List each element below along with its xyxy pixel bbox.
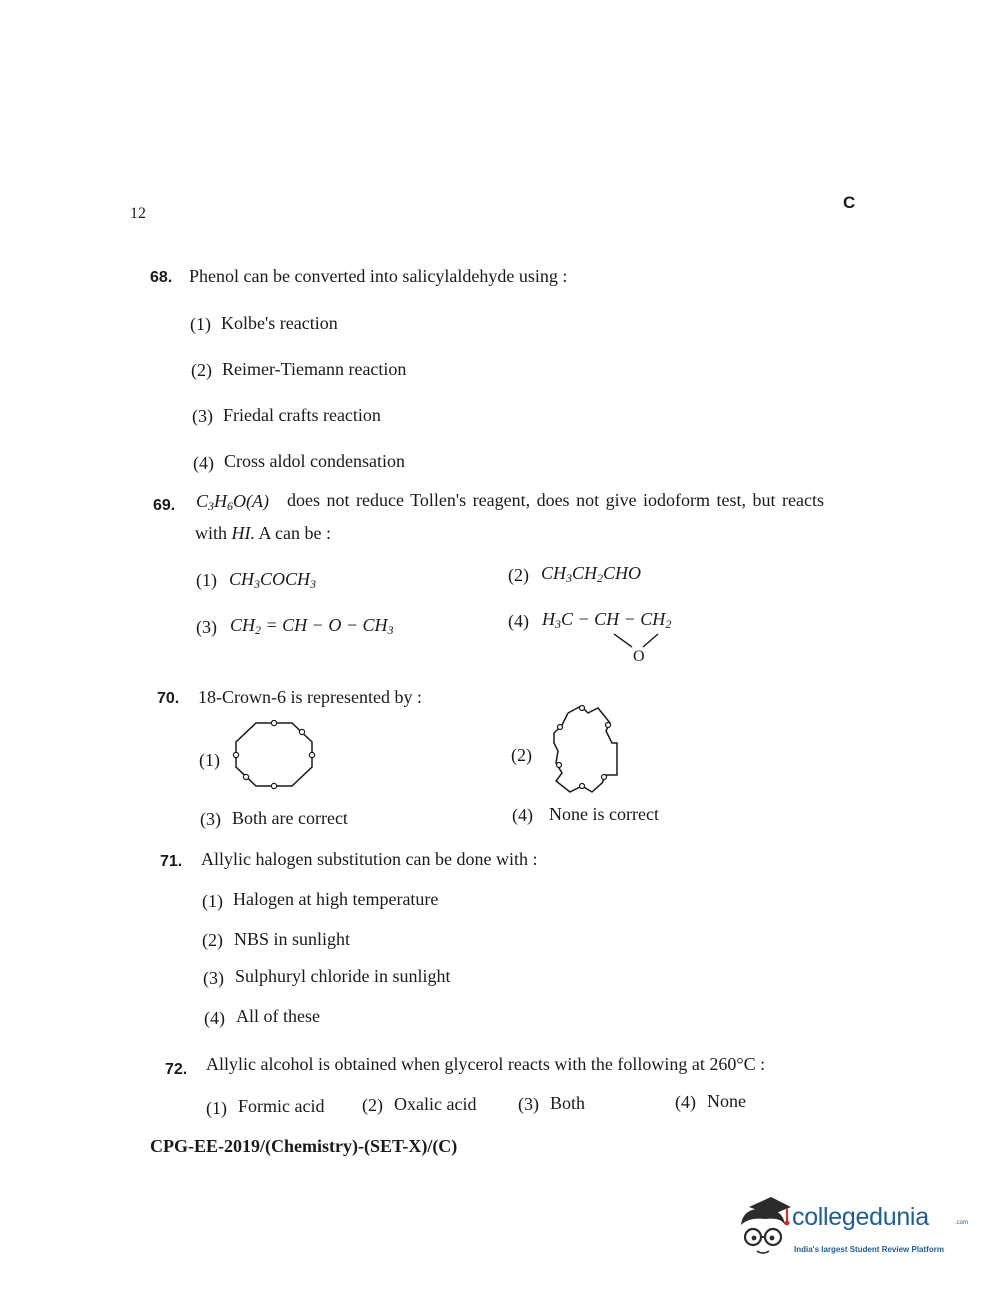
question-text: Allylic alcohol is obtained when glycerol reacts with the following at 260°C : (206, 1054, 766, 1074)
option-label: (4) (675, 1092, 696, 1112)
option-label: (3) (203, 968, 224, 988)
option-label: (3) (518, 1094, 539, 1114)
option-text: Both (550, 1093, 586, 1113)
option-text: None (707, 1091, 746, 1111)
crown-ether-zigzag-diagram (548, 703, 622, 798)
brand-domain: .com (955, 1220, 969, 1226)
option-label: (1) (199, 750, 220, 770)
option-formula: $CH_3CH_2CHO$ (541, 563, 642, 585)
option-text: All of these (236, 1006, 320, 1026)
question-number: 72. (165, 1061, 188, 1078)
question-text: Allylic halogen substitution can be done with : (201, 849, 538, 869)
option-label: (2) (508, 565, 529, 585)
question-number: 69. (153, 497, 176, 514)
set-code: C (843, 193, 856, 212)
question-text: Phenol can be converted into salicylaldehyde using : (189, 266, 568, 286)
option-text: NBS in sunlight (234, 929, 351, 949)
option-label: (4) (512, 805, 533, 825)
formula-a: $C_3H_6O(A)$ (196, 491, 269, 513)
option-label: (2) (511, 745, 532, 765)
option-label: (3) (196, 617, 217, 637)
option-text: Friedal crafts reaction (223, 405, 381, 425)
question-number: 70. (157, 690, 180, 707)
option-label: (2) (362, 1095, 383, 1115)
option-label: (1) (202, 891, 223, 911)
mascot-icon (735, 1195, 793, 1257)
option-label: (4) (193, 453, 214, 473)
option-text: Both are correct (232, 808, 348, 828)
question-text-cont: with HI. A can be : (195, 523, 332, 543)
option-text: Halogen at high temperature (233, 889, 439, 909)
option-text: None is correct (549, 804, 659, 824)
page-number: 12 (130, 205, 146, 222)
option-text: Cross aldol condensation (224, 451, 405, 471)
footer-code: CPG-EE-2019/(Chemistry)-(SET-X)/(C) (150, 1136, 458, 1156)
crown-ether-octagon-diagram (232, 720, 316, 790)
option-text: Kolbe's reaction (221, 313, 338, 333)
question-text: 18-Crown-6 is represented by : (198, 687, 422, 707)
option-label: (4) (508, 611, 529, 631)
option-label: (3) (192, 406, 213, 426)
option-text: Oxalic acid (394, 1094, 477, 1114)
brand-name: collegedunia (792, 1203, 929, 1231)
option-label: (4) (204, 1008, 225, 1028)
option-label: (1) (196, 570, 217, 590)
question-number: 68. (150, 269, 173, 286)
option-label: (3) (200, 809, 221, 829)
brand-tagline: India's largest Student Review Platform (794, 1245, 944, 1254)
option-text: Formic acid (238, 1096, 325, 1116)
option-formula: $CH_3COCH_3$ (229, 569, 317, 591)
question-text: does not reduce Tollen's reagent, does not give iodoform test, but reacts (287, 490, 825, 510)
option-formula: $H_3C$ − CH − $CH_2$ (542, 609, 672, 631)
option-label: (1) (190, 314, 211, 334)
epoxide-oxygen: O (633, 648, 645, 665)
option-text: Reimer-Tiemann reaction (222, 359, 407, 379)
option-label: (2) (202, 930, 223, 950)
option-label: (2) (191, 360, 212, 380)
option-label: (1) (206, 1098, 227, 1118)
question-number: 71. (160, 853, 183, 870)
option-text: Sulphuryl chloride in sunlight (235, 966, 451, 986)
option-formula: $CH_2$ = CH − $O - CH_3$ (230, 615, 394, 637)
